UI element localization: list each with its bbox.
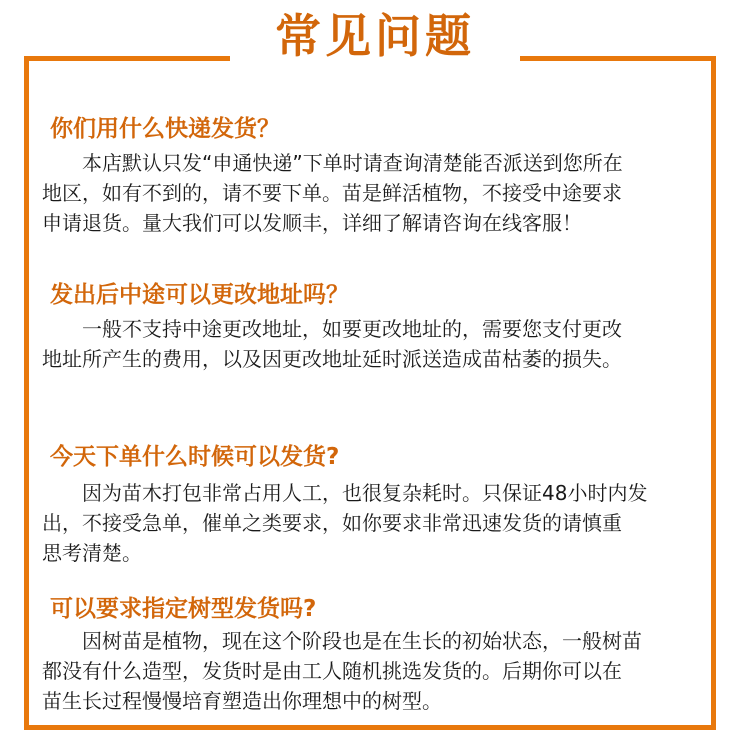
title-banner <box>230 0 520 72</box>
faq-answer-2-line-2: 地址所产生的费用，以及因更改地址延时派送造成苗枯萎的损失。 <box>42 347 622 371</box>
faq-answer-1-line-1: 本店默认只发“申通快递”下单时请查询清楚能否派送到您所在 <box>42 151 623 175</box>
faq-answer-3-line-2: 出，不接受急单，催单之类要求，如你要求非常迅速发货的请慎重 <box>42 511 622 535</box>
faq-question-3: 今天下单什么时候可以发货? <box>50 444 340 470</box>
faq-answer-3-line-1: 因为苗木打包非常占用人工，也很复杂耗时。只保证48小时内发 <box>42 481 648 505</box>
faq-question-4: 可以要求指定树型发货吗? <box>50 596 317 622</box>
faq-answer-1-line-3: 申请退货。量大我们可以发顺丰，详细了解请咨询在线客服！ <box>42 211 582 235</box>
page-title: 常见问题 <box>275 9 475 63</box>
faq-question-2: 发出后中途可以更改地址吗？ <box>50 282 349 308</box>
faq-question-1: 你们用什么快递发货？ <box>50 116 280 142</box>
faq-answer-4-line-2: 都没有什么造型，发货时是由工人随机挑选发货的。后期你可以在 <box>42 659 622 683</box>
faq-answer-2-line-1: 一般不支持中途更改地址，如要更改地址的，需要您支付更改 <box>42 317 622 341</box>
faq-answer-3-line-3: 思考清楚。 <box>42 541 142 565</box>
faq-answer-4-line-3: 苗生长过程慢慢培育塑造出你理想中的树型。 <box>42 689 442 713</box>
faq-answer-4-line-1: 因树苗是植物，现在这个阶段也是在生长的初始状态，一般树苗 <box>42 629 642 653</box>
faq-answer-1-line-2: 地区，如有不到的，请不要下单。苗是鲜活植物，不接受中途要求 <box>42 181 622 205</box>
